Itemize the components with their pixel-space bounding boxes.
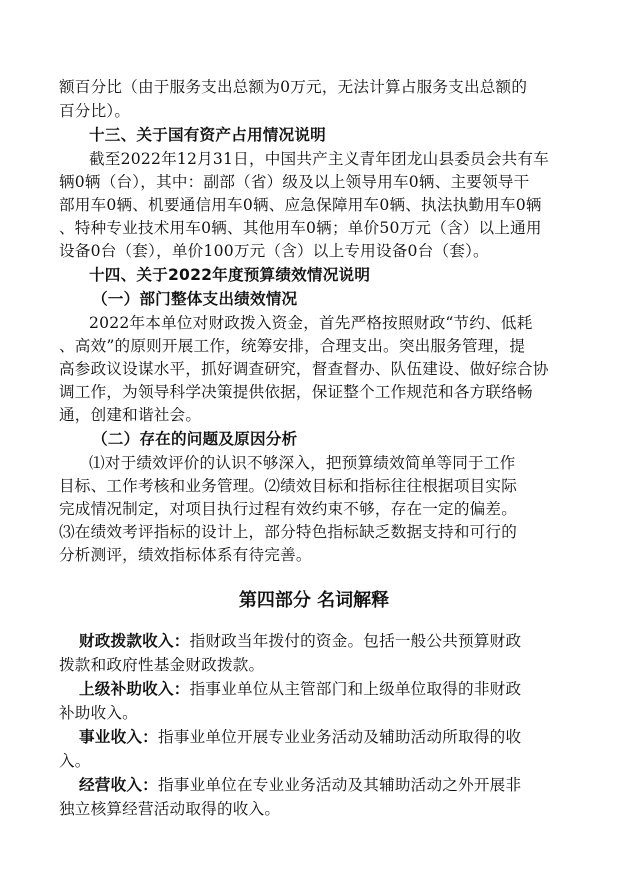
- section-heading-14: 十四、关于2022年度预算绩效情况说明: [89, 266, 371, 284]
- term-definition: 指财政当年拨付的资金。包括一般公共预算财政: [189, 632, 522, 650]
- paragraph-line: 高参政议设谋水平，抓好调查研究，督查督办、队伍建设、做好综合协: [59, 360, 549, 378]
- paragraph-line: 额百分比（由于服务支出总额为0万元，无法计算占服务支出总额的: [59, 78, 528, 96]
- term-label: 经营收入：: [79, 776, 158, 794]
- term-definition: 指事业单位从主管部门和上级单位取得的非财政: [189, 680, 522, 698]
- subsection-heading-2: （二）存在的问题及原因分析: [92, 430, 298, 448]
- paragraph-line: 截至2022年12月31日，中国共产主义青年团龙山县委员会共有车: [89, 150, 550, 168]
- term-paragraph: [79, 678, 521, 700]
- paragraph-line: 独立核算经营活动取得的收入。: [59, 800, 281, 818]
- term-label: 事业收入：: [79, 728, 158, 746]
- paragraph-line: 拨款和政府性基金财政拨款。: [59, 656, 265, 674]
- term-label: 上级补助收入：: [79, 680, 190, 698]
- paragraph-line: 补助收入。: [59, 704, 138, 722]
- paragraph-line: ⑴对于绩效评价的认识不够深入，把预算绩效简单等同于工作: [89, 454, 516, 472]
- paragraph-line: 分析测评，绩效指标体系有待完善。: [59, 546, 312, 564]
- paragraph-line: 百分比）。: [59, 102, 131, 120]
- paragraph-line: 2022年本单位对财政拨入资金，首先严格按照财政“节约、低耗: [89, 314, 533, 332]
- paragraph-line: 、特种专业技术用车0辆、其他用车0辆；单价50万元（含）以上通用: [59, 219, 542, 237]
- paragraph-line: 、高效”的原则开展工作，统筹安排，合理支出。突出服务管理，提: [59, 337, 526, 355]
- paragraph-line: 调工作，为领导科学决策提供依据，保证整个工作规范和各方联络畅: [59, 383, 533, 401]
- paragraph-line: 目标、工作考核和业务管理。⑵绩效目标和指标往往根据项目实际: [59, 477, 518, 495]
- paragraph-line: 设备0台（套），单价100万元（含）以上专用设备0台（套）。: [59, 242, 489, 260]
- paragraph-line: 入。: [59, 752, 91, 770]
- paragraph-line: 完成情况制定，对项目执行过程有效约束不够，存在一定的偏差。: [59, 500, 518, 518]
- term-label: 财政拨款收入：: [79, 632, 190, 650]
- paragraph-line: 通，创建和谐社会。: [59, 406, 202, 424]
- section-heading-13: 十三、关于国有资产占用情况说明: [89, 126, 326, 144]
- term-paragraph: [79, 774, 521, 796]
- part4-title: 第四部分 名词解释: [238, 590, 390, 611]
- term-paragraph: [79, 726, 521, 748]
- paragraph-line: 辆0辆（台），其中：副部（省）级及以上领导用车0辆、主要领导干: [59, 173, 530, 191]
- paragraph-line: ⑶在绩效考评指标的设计上，部分特色指标缺乏数据支持和可行的: [59, 523, 518, 541]
- paragraph-line: 部用车0辆、机要通信用车0辆、应急保障用车0辆、执法执勤用车0辆: [59, 196, 542, 214]
- term-definition: 指事业单位在专业业务活动及其辅助活动之外开展非: [157, 776, 522, 794]
- term-paragraph: [79, 630, 521, 652]
- term-definition: 指事业单位开展专业业务活动及辅助活动所取得的收: [157, 728, 522, 746]
- subsection-heading-1: （一）部门整体支出绩效情况: [92, 290, 298, 308]
